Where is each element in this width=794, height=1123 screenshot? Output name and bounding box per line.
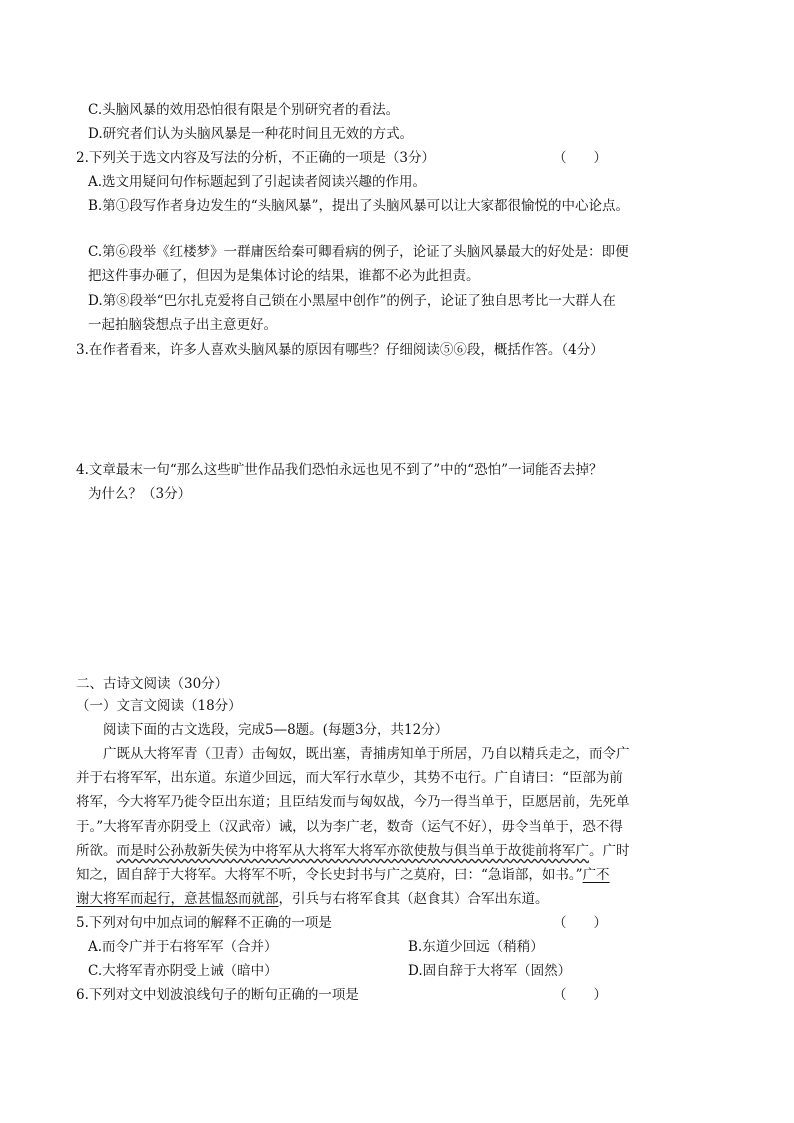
q3-stem: 3.在作者看来，许多人喜欢头脑风暴的原因有哪些？仔细阅读⑤⑥段，概括作答。（4分） xyxy=(76,342,604,358)
q1-option-c: C.头脑风暴的效用恐怕很有限是个别研究者的看法。 xyxy=(88,102,400,118)
passage-line-7 xyxy=(76,890,549,908)
passage-line-4: 于。”大将军青亦阴受上（汉武帝）诫，以为李广老，数奇（运气不好），毋令当单于，恐不得 xyxy=(76,819,623,835)
passage-text: 。广时 xyxy=(589,843,630,859)
q2-answer-paren: （ ） xyxy=(553,150,607,166)
q2-option-c-line2: 把这件事办砸了，但因为是集体讨论的结果，谁都不必为此担责。 xyxy=(88,268,480,284)
section-title: 二、古诗文阅读（30分） xyxy=(76,676,229,692)
passage-line-1: 广既从大将军青（卫青）击匈奴，既出塞，青捕虏知单于所居，乃自以精兵走之，而令广 xyxy=(103,746,630,762)
q1-option-d: D.研究者们认为头脑风暴是一种花时间且无效的方式。 xyxy=(88,126,414,142)
q2-option-c-line1: C.第⑥段举《红楼梦》一群庸医给秦可卿看病的例子，论证了头脑风暴最大的好处是：即便 xyxy=(88,244,629,260)
passage-text: ，引兵与右将军食其（赵食其）合军出东道。 xyxy=(278,891,549,907)
q6-answer-paren: （ ） xyxy=(553,987,607,1003)
q2-option-a: A.选文用疑问句作标题起到了引起读者阅读兴趣的作用。 xyxy=(88,174,427,190)
q5-option-d: D.固自辞于大将军（固然） xyxy=(408,963,572,979)
passage-line-5 xyxy=(76,842,630,860)
q4-stem-line1: 4.文章最末一句“那么这些旷世作品我们恐怕永远也见不到了”中的“恐怕”一词能否去掉？ xyxy=(76,462,603,478)
q2-option-b: B.第①段写作者身边发生的“头脑风暴”，提出了头脑风暴可以让大家都很愉悦的中心论点。 xyxy=(88,198,630,214)
q5-stem: 5.下列对句中加点词的解释不正确的一项是 xyxy=(76,915,332,931)
passage-line-2: 并于右将军军，出东道。东道少回远，而大军行水草少，其势不屯行。广自请曰：“臣部为前 xyxy=(76,770,623,786)
q2-option-d-line1: D.第⑧段举“巴尔扎克爱将自己锁在小黑屋中创作”的例子，论证了独自思考比一大群人在 xyxy=(88,293,616,309)
q5-option-c: C.大将军青亦阴受上诫（暗中） xyxy=(88,963,278,979)
q2-option-d-line2: 一起拍脑袋想点子出主意更好。 xyxy=(88,317,277,333)
subsection-title: （一）文言文阅读（18分） xyxy=(76,698,242,714)
q5-answer-paren: （ ） xyxy=(553,915,607,931)
q5-option-b: B.东道少回远（稍稍） xyxy=(408,939,544,955)
passage-line-6 xyxy=(76,866,610,884)
passage-text: 所欲。 xyxy=(76,843,117,859)
q6-stem: 6.下列对文中划波浪线句子的断句正确的一项是 xyxy=(76,987,359,1003)
passage-line-3: 将军，今大将军乃徙令臣出东道；且臣结发而与匈奴战，今乃一得当单于，臣愿居前，先死单 xyxy=(76,794,630,810)
q5-option-a: A.而令广并于右将军军（合并） xyxy=(88,939,278,955)
q4-stem-line2: 为什么？（3分） xyxy=(88,486,192,502)
passage-text: 知之，固自辞于大将军。大将军不听，令长史封书与广之莫府，曰：“急诣部，如书。” xyxy=(76,867,583,883)
reading-instruction: 阅读下面的古文选段，完成5—8题。(每题3分，共12分） xyxy=(103,722,449,738)
underlined-sentence: 谢大将军而起行，意甚愠怒而就部 xyxy=(76,891,279,907)
underlined-sentence: 广不 xyxy=(582,867,610,883)
wavy-underlined-sentence: 而是时公孙敖新失侯为中将军从大将军大将军亦欲使敖与俱当单于故徙前将军广 xyxy=(116,843,589,859)
q2-stem: 2.下列关于选文内容及写法的分析，不正确的一项是（3分） xyxy=(76,150,435,166)
